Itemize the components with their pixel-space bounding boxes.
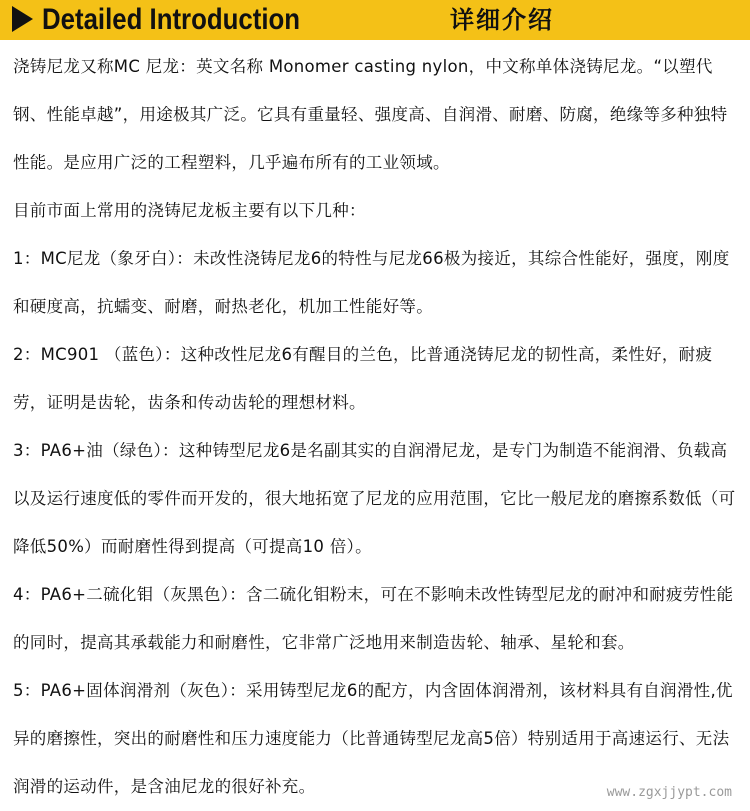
introduction-body <box>13 43 741 811</box>
right-triangle-icon <box>12 6 33 32</box>
type-2-paragraph: 2：MC901 （蓝色）：这种改性尼龙6有醒目的兰色，比普通浇铸尼龙的韧性高，柔性好，耐疲劳，证明是齿轮，齿条和传动齿轮的理想材料。 <box>13 345 713 412</box>
type-3-paragraph: 3：PA6+油（绿色）：这种铸型尼龙6是名副其实的自润滑尼龙，是专门为制造不能润滑、负载高以及运行速度低的零件而开发的，很大地拓宽了尼龙的应用范围，它比一般尼龙的磨擦系数低（可降低50%）而耐磨性得到提高（可提高10 倍）。 <box>13 441 736 556</box>
section-header <box>0 0 750 40</box>
watermark-text: www.zgxjjypt.com <box>606 785 732 800</box>
header-title-en: Detailed Introduction <box>42 3 300 36</box>
types-heading-paragraph: 目前市面上常用的浇铸尼龙板主要有以下几种： <box>13 201 366 220</box>
header-title-cn: 详细介绍 <box>450 6 554 34</box>
type-1-paragraph: 1：MC尼龙（象牙白）：未改性浇铸尼龙6的特性与尼龙66极为接近，其综合性能好，强度，刚度和硬度高，抗蠕变、耐磨，耐热老化，机加工性能好等。 <box>13 249 730 316</box>
type-5-paragraph: 5：PA6+固体润滑剂（灰色）：采用铸型尼龙6的配方，内含固体润滑剂，该材料具有自润滑性,优异的磨擦性，突出的耐磨性和压力速度能力（比普通铸型尼龙高5倍）特别适用于高速运行、无法润滑的运动件，是含油尼龙的很好补充。 <box>13 681 733 796</box>
type-4-paragraph: 4：PA6+二硫化钼（灰黑色）：含二硫化钼粉末，可在不影响未改性铸型尼龙的耐冲和耐疲劳性能的同时，提高其承载能力和耐磨性，它非常广泛地用来制造齿轮、轴承、星轮和套。 <box>13 585 734 652</box>
intro-paragraph: 浇铸尼龙又称MC 尼龙：英文名称 Monomer casting nylon，中文称单体浇铸尼龙。“以塑代钢、性能卓越”，用途极其广泛。它具有重量轻、强度高、自润滑、耐磨、防腐，绝缘等多种独特性能。是应用广泛的工程塑料，几乎遍布所有的工业领域。 <box>13 57 728 172</box>
